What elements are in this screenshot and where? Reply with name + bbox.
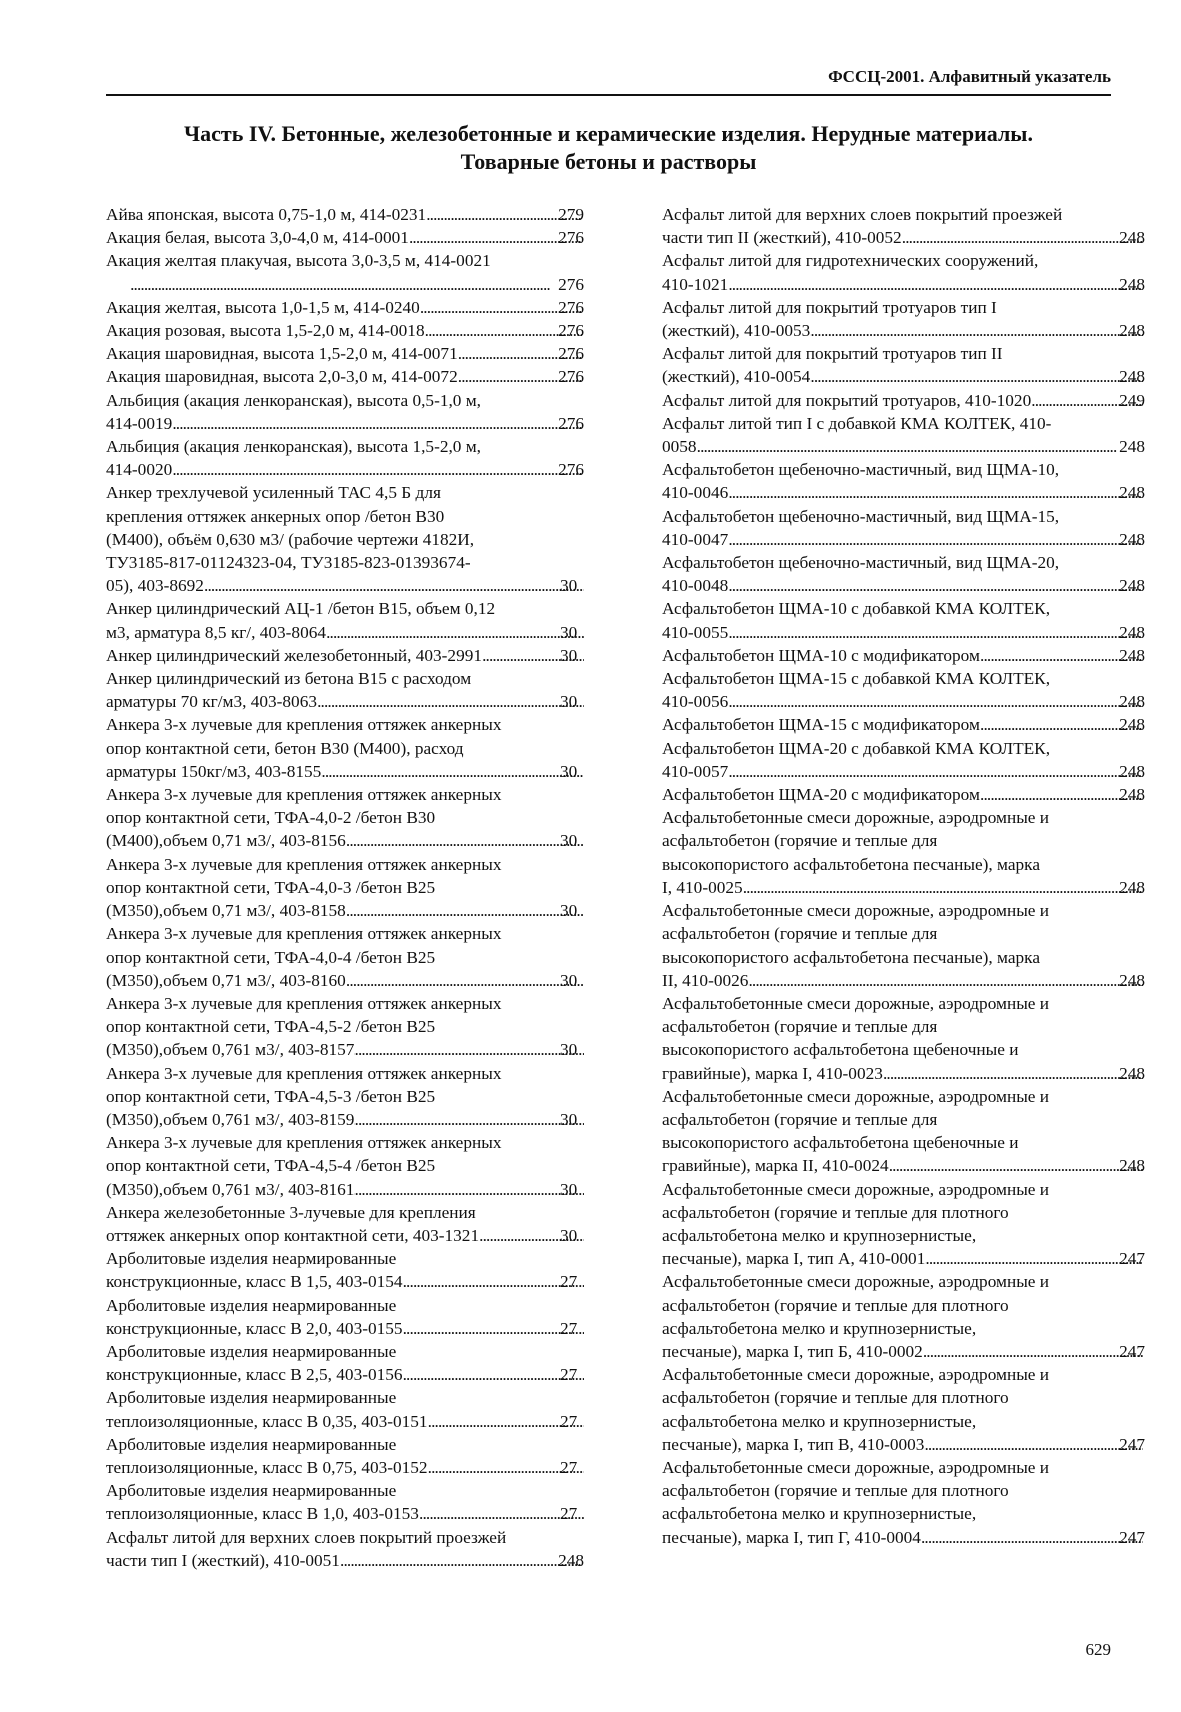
entry-text-line: Асфальтобетонные смеси дорожные, аэродромные и — [662, 1457, 1050, 1477]
index-entry — [106, 481, 584, 597]
entry-text: Акация желтая, высота 1,0-1,5 м, 414-0240 — [106, 297, 420, 317]
entry-text-line: Асфальтобетон щебеночно-мастичный, вид ЩМА-20, — [662, 553, 1060, 573]
entry-last-line: (М350),объем 0,71 м3/, 403-8160 . . . 30 — [130, 969, 584, 992]
entry-text: 410-0057 — [662, 761, 729, 781]
entry-last-line: конструкционные, класс В 2,0, 403-0155 . . . 27 — [130, 1317, 584, 1340]
leader-dots — [921, 1526, 1143, 1549]
leader-dots — [697, 435, 1144, 458]
leader-dots — [728, 481, 1143, 504]
entry-text-line: асфальтобетон (горячие и теплые для плотного — [662, 1388, 1009, 1408]
entry-last-line — [662, 1433, 1145, 1456]
entry-text: (М350),объем 0,761 м3/, 403-8157 — [106, 1040, 355, 1060]
entry-last-line: конструкционные, класс В 2,5, 403-0156 . . . 27 — [130, 1363, 584, 1386]
leader-dots — [902, 226, 1143, 249]
entry-text-line: крепления оттяжек анкерных опор /бетон В30 — [106, 506, 445, 526]
entry-text: (М350),объем 0,71 м3/, 403-8160 — [106, 970, 346, 990]
index-entry — [106, 1247, 584, 1293]
entry-text-line: Асфальтобетон щебеночно-мастичный, вид ЩМА-15, — [662, 506, 1060, 526]
index-entry — [662, 1456, 1145, 1549]
index-entry — [662, 597, 1145, 643]
leader-dots — [172, 458, 582, 481]
index-entry — [106, 922, 584, 992]
entry-last-line — [662, 365, 1145, 388]
leader-dots — [326, 621, 584, 644]
entry-last-line — [662, 783, 1145, 806]
entry-text: 410-0055 — [662, 622, 729, 642]
entry-text: 410-0046 — [662, 483, 729, 503]
entry-last-line — [662, 760, 1145, 783]
entry-text-line: ТУ3185-817-01124323-04, ТУ3185-823-01393674- — [106, 553, 471, 573]
entry-text: Акация шаровидная, высота 2,0-3,0 м, 414-0072 — [106, 367, 458, 387]
index-entry — [106, 319, 584, 342]
entry-text-line: асфальтобетон (горячие и теплые для — [662, 1109, 938, 1129]
entry-last-line — [106, 365, 584, 388]
index-entry — [106, 1479, 584, 1525]
entry-text-line: Асфальт литой для верхних слоев покрытий проезжей — [662, 205, 1063, 224]
entry-last-line: теплоизоляционные, класс В 0,75, 403-0152 . . . 27 — [130, 1456, 584, 1479]
index-entry — [662, 296, 1145, 342]
entry-last-line — [662, 1526, 1145, 1549]
index-entry — [662, 1085, 1145, 1178]
entry-page-number: 276 — [558, 297, 584, 317]
index-entry — [662, 249, 1145, 295]
entry-page-number: 276 — [558, 413, 584, 433]
entry-page-number: 248 — [1119, 274, 1145, 294]
entry-text: (жесткий), 410-0053 — [662, 321, 811, 341]
entry-text: II, 410-0026 — [662, 970, 749, 990]
entry-text-line: высокопористого асфальтобетона щебеночные и — [662, 1133, 1019, 1153]
entry-last-line — [662, 1340, 1145, 1363]
entry-page-number: 248 — [1119, 970, 1145, 990]
index-entry — [662, 342, 1145, 388]
entry-text: песчаные), марка I, тип Г, 410-0004 — [662, 1527, 921, 1547]
entry-last-line: конструкционные, класс В 1,5, 403-0154 . . . 27 — [130, 1270, 584, 1293]
entry-last-line: (М350),объем 0,761 м3/, 403-8161 . . . 30 — [130, 1178, 584, 1201]
leader-dots — [728, 574, 1143, 597]
entry-last-line — [662, 1247, 1145, 1270]
entry-text: 0058 — [662, 437, 697, 457]
entry-last-line — [662, 969, 1145, 992]
entry-text-line: Асфальтобетон щебеночно-мастичный, вид ЩМА-10, — [662, 460, 1060, 480]
entry-text-line: опор контактной сети, бетон В30 (М400), расход — [106, 738, 464, 758]
entry-text: теплоизоляционные, класс В 0,75, 403-0152 — [106, 1457, 428, 1477]
index-entry — [106, 713, 584, 783]
entry-text: конструкционные, класс В 2,5, 403-0156 — [106, 1365, 403, 1385]
entry-text: Асфальт литой для покрытий тротуаров, 410-1020 — [662, 390, 1032, 410]
entry-text-line: опор контактной сети, ТФА-4,0-2 /бетон В30 — [106, 808, 436, 828]
entry-last-line — [106, 342, 584, 365]
entry-text-line: асфальтобетона мелко и крупнозернистые, — [662, 1504, 977, 1524]
entry-text-line: Арболитовые изделия неармированные — [106, 1249, 397, 1269]
entry-page-number: 248 — [1119, 692, 1145, 712]
entry-page-number: 276 — [558, 344, 584, 364]
index-entry — [662, 713, 1145, 736]
index-entry — [106, 1340, 584, 1386]
entry-page-number: 248 — [1119, 622, 1145, 642]
index-entry — [662, 551, 1145, 597]
index-entry — [106, 1131, 584, 1201]
entry-last-line — [662, 528, 1145, 551]
entry-text: 414-0020 — [106, 460, 173, 480]
index-entry — [106, 1294, 584, 1340]
entry-page-number: 248 — [1119, 437, 1145, 457]
entry-text: оттяжек анкерных опор контактной сети, 403-1321 — [106, 1225, 480, 1245]
leader-dots — [346, 899, 584, 922]
entry-last-line — [106, 296, 584, 319]
leader-dots — [130, 273, 582, 296]
entry-last-line — [662, 319, 1145, 342]
entry-text-line: асфальтобетона мелко и крупнозернистые, — [662, 1411, 977, 1431]
entry-page-number: 248 — [558, 1550, 584, 1570]
entry-page-number: 248 — [1119, 645, 1145, 665]
leader-dots — [923, 1340, 1143, 1363]
entry-text-line: Асфальтобетонные смеси дорожные, аэродромные и — [662, 1272, 1050, 1292]
index-entry — [106, 342, 584, 365]
entry-last-line: (М350),объем 0,71 м3/, 403-8158 . . . 30 — [130, 899, 584, 922]
entry-page-number: 247 — [1119, 1527, 1145, 1547]
index-entry — [106, 389, 584, 435]
entry-text-line: Арболитовые изделия неармированные — [106, 1341, 397, 1361]
entry-text: теплоизоляционные, класс В 1,0, 403-0153 — [106, 1504, 419, 1524]
entry-text-line: Асфальтобетон ЩМА-15 с добавкой КМА КОЛТЕК, — [662, 669, 1051, 689]
entry-text: I, 410-0025 — [662, 877, 743, 897]
entry-last-line — [662, 1154, 1145, 1177]
entry-last-line — [662, 644, 1145, 667]
entry-text-line: асфальтобетон (горячие и теплые для плотного — [662, 1295, 1009, 1315]
leader-dots — [409, 226, 582, 249]
entry-last-line: (М350),объем 0,761 м3/, 403-8159 . . . 30 — [130, 1108, 584, 1131]
entry-text: арматуры 150кг/м3, 403-8155 — [106, 761, 322, 781]
entry-last-line — [106, 319, 584, 342]
index-entry — [662, 412, 1145, 458]
index-entry — [106, 296, 584, 319]
entry-last-line — [662, 389, 1145, 412]
entry-page-number: 248 — [1119, 228, 1145, 248]
index-entry — [662, 1178, 1145, 1271]
entry-last-line — [130, 273, 584, 296]
entry-last-line — [662, 621, 1145, 644]
entry-last-line — [662, 226, 1145, 249]
leader-dots — [340, 1549, 582, 1572]
entry-text-line: опор контактной сети, ТФА-4,5-3 /бетон В25 — [106, 1086, 436, 1106]
index-entry — [662, 1363, 1145, 1456]
part-title-line-1: Часть IV. Бетонные, железобетонные и керамические изделия. Нерудные материалы. — [184, 121, 1033, 146]
entry-page-number: 276 — [558, 274, 584, 294]
entry-text: 05), 403-8692 — [106, 576, 204, 596]
entry-last-line: теплоизоляционные, класс В 0,35, 403-0151 . . . 27 — [130, 1410, 584, 1433]
index-entry — [106, 1201, 584, 1247]
entry-text-line: Арболитовые изделия неармированные — [106, 1481, 397, 1501]
entry-text-line: Анкер трехлучевой усиленный ТАС 4,5 Б для — [106, 483, 441, 503]
index-entry — [662, 806, 1145, 899]
leader-dots — [748, 969, 1143, 992]
entry-text: Акация шаровидная, высота 1,5-2,0 м, 414-0071 — [106, 344, 458, 364]
index-entry — [106, 853, 584, 923]
entry-last-line: теплоизоляционные, класс В 1,0, 403-0153 . . . 27 — [130, 1502, 584, 1525]
leader-dots — [743, 876, 1143, 899]
entry-last-line — [662, 713, 1145, 736]
entry-text-line: Альбиция (акация ленкоранская), высота 0,5-1,0 м, — [106, 390, 482, 410]
entry-text-line: Асфальтобетон ЩМА-20 с добавкой КМА КОЛТЕК, — [662, 738, 1051, 758]
entry-page-number: 248 — [1119, 483, 1145, 503]
entry-last-line — [662, 876, 1145, 899]
entry-text-line: Арболитовые изделия неармированные — [106, 1434, 397, 1454]
entry-text-line: асфальтобетона мелко и крупнозернистые, — [662, 1225, 977, 1245]
entry-last-line — [662, 435, 1145, 458]
index-entry — [106, 203, 584, 226]
index-entry — [662, 644, 1145, 667]
entry-page-number: 248 — [1119, 529, 1145, 549]
entry-text-line: высокопористого асфальтобетона песчаные), марка — [662, 854, 1040, 874]
index-entry — [106, 435, 584, 481]
index-entry — [106, 365, 584, 388]
leader-dots — [403, 1270, 584, 1293]
entry-last-line: 05), 403-8692 . . . 30 — [130, 574, 584, 597]
entry-page-number: 248 — [1119, 1156, 1145, 1176]
entry-text-line: Анкер цилиндрический из бетона В15 с расходом — [106, 669, 472, 689]
entry-text-line: асфальтобетона мелко и крупнозернистые, — [662, 1318, 977, 1338]
entry-last-line — [106, 203, 584, 226]
entry-text: Асфальтобетон ЩМА-10 с модификатором — [662, 645, 980, 665]
entry-last-line — [662, 690, 1145, 713]
leader-dots — [889, 1154, 1143, 1177]
leader-dots — [172, 412, 582, 435]
entry-page-number: 248 — [1119, 576, 1145, 596]
entry-text: конструкционные, класс В 1,5, 403-0154 — [106, 1272, 403, 1292]
entry-text-line: Асфальтобетонные смеси дорожные, аэродромные и — [662, 1179, 1050, 1199]
entry-text-line: Асфальтобетон ЩМА-10 с добавкой КМА КОЛТЕК, — [662, 599, 1051, 619]
entry-text: 414-0019 — [106, 413, 173, 433]
leader-dots — [924, 1433, 1143, 1456]
leader-dots — [321, 760, 584, 783]
index-column-left — [106, 203, 584, 1572]
leader-dots — [403, 1317, 584, 1340]
entry-page-number: 248 — [1119, 715, 1145, 735]
part-title — [106, 120, 1111, 176]
leader-dots — [728, 760, 1143, 783]
index-entry — [662, 992, 1145, 1085]
entry-page-number: 247 — [1119, 1341, 1145, 1361]
entry-text: арматуры 70 кг/м3, 403-8063 — [106, 692, 317, 712]
index-entry — [106, 644, 584, 667]
entry-text-line: асфальтобетон (горячие и теплые для — [662, 1017, 938, 1037]
index-entry — [106, 1433, 584, 1479]
index-entry — [662, 203, 1145, 249]
index-entry — [662, 899, 1145, 992]
entry-text: песчаные), марка I, тип Б, 410-0002 — [662, 1341, 923, 1361]
entry-last-line: Анкер цилиндрический железобетонный, 403-2991 . . . 30 — [130, 644, 584, 667]
entry-text: песчаные), марка I, тип В, 410-0003 — [662, 1434, 925, 1454]
entry-text-line: Асфальт литой для покрытий тротуаров тип II — [662, 344, 1003, 364]
entry-text-line: Акация желтая плакучая, высота 3,0-3,5 м, 414-0021 — [106, 251, 491, 271]
leader-dots — [728, 528, 1143, 551]
index-entry — [662, 458, 1145, 504]
entry-page-number: 248 — [1119, 761, 1145, 781]
leader-dots — [354, 1038, 584, 1061]
entry-last-line — [106, 226, 584, 249]
entry-text: Асфальтобетон ЩМА-15 с модификатором — [662, 715, 980, 735]
page-number: 629 — [1085, 1640, 1111, 1659]
entry-page-number: 247 — [1119, 1249, 1145, 1269]
entry-text-line: Анкера 3-х лучевые для крепления оттяжек анкерных — [106, 854, 502, 874]
index-entry — [106, 249, 584, 295]
entry-text: (М350),объем 0,71 м3/, 403-8158 — [106, 901, 346, 921]
leader-dots — [346, 969, 584, 992]
entry-text-line: Анкера 3-х лучевые для крепления оттяжек анкерных — [106, 993, 502, 1013]
entry-last-line — [662, 481, 1145, 504]
entry-text: 410-0048 — [662, 576, 729, 596]
entry-text: части тип I (жесткий), 410-0051 — [106, 1550, 340, 1570]
leader-dots — [317, 690, 584, 713]
entry-text: Акация розовая, высота 1,5-2,0 м, 414-0018 — [106, 321, 425, 341]
index-entry — [662, 505, 1145, 551]
entry-last-line — [106, 412, 584, 435]
entry-last-line: арматуры 70 кг/м3, 403-8063 . . . 30 — [130, 690, 584, 713]
leader-dots — [728, 621, 1143, 644]
entry-text: гравийные), марка II, 410-0024 — [662, 1156, 889, 1176]
entry-last-line — [106, 1549, 584, 1572]
entry-last-line — [662, 1062, 1145, 1085]
entry-text-line: Анкера 3-х лучевые для крепления оттяжек анкерных — [106, 1063, 502, 1083]
entry-text-line: высокопористого асфальтобетона щебеночные и — [662, 1040, 1019, 1060]
index-entry — [662, 783, 1145, 806]
index-entry — [106, 597, 584, 643]
leader-dots — [810, 365, 1143, 388]
entry-text-line: Асфальтобетонные смеси дорожные, аэродромные и — [662, 1086, 1050, 1106]
entry-text-line: высокопористого асфальтобетона песчаные), марка — [662, 947, 1040, 967]
entry-page-number: 248 — [1119, 1063, 1145, 1083]
entry-text-line: Анкера 3-х лучевые для крепления оттяжек анкерных — [106, 924, 502, 944]
entry-text-line: (М400), объём 0,630 м3/ (рабочие чертежи 4182И, — [106, 529, 475, 549]
part-title-line-2: Товарные бетоны и растворы — [460, 149, 757, 174]
entry-text: Анкер цилиндрический железобетонный, 403-2991 — [106, 645, 482, 665]
entry-text: м3, арматура 8,5 кг/, 403-8064 — [106, 622, 326, 642]
entry-page-number: 248 — [1119, 321, 1145, 341]
leader-dots — [810, 319, 1143, 342]
index-entry — [662, 389, 1145, 412]
running-header: ФССЦ-2001. Алфавитный указатель — [106, 64, 1111, 96]
entry-text-line: опор контактной сети, ТФА-4,0-3 /бетон В25 — [106, 877, 436, 897]
entry-page-number: 276 — [558, 367, 584, 387]
entry-text-line: асфальтобетон (горячие и теплые для — [662, 924, 938, 944]
entry-text-line: асфальтобетон (горячие и теплые для плотного — [662, 1481, 1009, 1501]
leader-dots — [728, 690, 1143, 713]
entry-last-line: арматуры 150кг/м3, 403-8155 . . . 30 — [130, 760, 584, 783]
entry-page-number: 276 — [558, 228, 584, 248]
entry-last-line — [662, 273, 1145, 296]
leader-dots — [925, 1247, 1143, 1270]
index-entry — [106, 226, 584, 249]
entry-last-line — [662, 574, 1145, 597]
leader-dots — [883, 1062, 1143, 1085]
entry-last-line: м3, арматура 8,5 кг/, 403-8064 . . . 30 — [130, 621, 584, 644]
entry-text: гравийные), марка I, 410-0023 — [662, 1063, 883, 1083]
entry-text-line: Асфальтобетонные смеси дорожные, аэродромные и — [662, 901, 1050, 921]
entry-text-line: Асфальтобетонные смеси дорожные, аэродромные и — [662, 808, 1050, 828]
entry-page-number: 247 — [1119, 1434, 1145, 1454]
entry-text-line: Асфальтобетонные смеси дорожные, аэродромные и — [662, 1365, 1050, 1385]
entry-text-line: Арболитовые изделия неармированные — [106, 1388, 397, 1408]
entry-page-number: 248 — [1119, 367, 1145, 387]
entry-text-line: Анкера 3-х лучевые для крепления оттяжек анкерных — [106, 785, 502, 805]
entry-text-line: опор контактной сети, ТФА-4,5-4 /бетон В25 — [106, 1156, 436, 1176]
index-entry — [106, 1526, 584, 1572]
index-column-right — [662, 203, 1145, 1549]
entry-text-line: Альбиция (акация ленкоранская), высота 1,5-2,0 м, — [106, 437, 482, 457]
entry-last-line: оттяжек анкерных опор контактной сети, 403-1321 . . . 30 — [130, 1224, 584, 1247]
index-entry — [106, 992, 584, 1062]
entry-page-number: 276 — [558, 460, 584, 480]
entry-text-line: Анкера железобетонные 3-лучевые для крепления — [106, 1202, 476, 1222]
entry-last-line: (М400),объем 0,71 м3/, 403-8156 . . . 30 — [130, 829, 584, 852]
entry-text: (М350),объем 0,761 м3/, 403-8159 — [106, 1109, 355, 1129]
leader-dots — [354, 1108, 584, 1131]
leader-dots — [346, 829, 584, 852]
index-entry — [106, 667, 584, 713]
entry-text-line: Асфальт литой тип I с добавкой КМА КОЛТЕК, 410- — [662, 413, 1052, 433]
entry-text-line: Асфальт литой для верхних слоев покрытий проезжей — [106, 1527, 507, 1547]
entry-page-number: 249 — [1119, 390, 1145, 410]
entry-text: конструкционные, класс В 2,0, 403-0155 — [106, 1318, 403, 1338]
entry-text: (жесткий), 410-0054 — [662, 367, 811, 387]
entry-text-line: опор контактной сети, ТФА-4,0-4 /бетон В25 — [106, 947, 436, 967]
index-entry — [662, 667, 1145, 713]
index-entry — [106, 783, 584, 853]
entry-text-line: Анкера 3-х лучевые для крепления оттяжек анкерных — [106, 715, 502, 735]
entry-text: 410-0047 — [662, 529, 729, 549]
entry-text-line: асфальтобетон (горячие и теплые для плотного — [662, 1202, 1009, 1222]
index-entry — [106, 1062, 584, 1132]
entry-text-line: Анкер цилиндрический АЦ-1 /бетон В15, объем 0,12 — [106, 599, 496, 619]
index-entry — [106, 1386, 584, 1432]
index-entry — [662, 737, 1145, 783]
entry-text: (М350),объем 0,761 м3/, 403-8161 — [106, 1179, 355, 1199]
leader-dots — [354, 1178, 584, 1201]
entry-text-line: опор контактной сети, ТФА-4,5-2 /бетон В25 — [106, 1017, 436, 1037]
entry-page-number: 279 — [558, 205, 584, 224]
entry-text: (М400),объем 0,71 м3/, 403-8156 — [106, 831, 346, 851]
leader-dots — [728, 273, 1143, 296]
entry-text: 410-0056 — [662, 692, 729, 712]
entry-text: песчаные), марка I, тип А, 410-0001 — [662, 1249, 926, 1269]
entry-last-line — [106, 458, 584, 481]
entry-text: части тип II (жесткий), 410-0052 — [662, 228, 902, 248]
leader-dots — [403, 1363, 584, 1386]
entry-text-line: Асфальтобетонные смеси дорожные, аэродромные и — [662, 993, 1050, 1013]
entry-text: Акация белая, высота 3,0-4,0 м, 414-0001 — [106, 228, 409, 248]
entry-page-number: 248 — [1119, 785, 1145, 805]
entry-page-number: 248 — [1119, 877, 1145, 897]
leader-dots — [204, 574, 584, 597]
entry-page-number: 276 — [558, 321, 584, 341]
entry-text-line: Асфальт литой для гидротехнических сооружений, — [662, 251, 1039, 271]
entry-text-line: Асфальт литой для покрытий тротуаров тип I — [662, 297, 997, 317]
entry-text: Асфальтобетон ЩМА-20 с модификатором — [662, 785, 980, 805]
entry-text: теплоизоляционные, класс В 0,35, 403-0151 — [106, 1411, 428, 1431]
entry-text: Айва японская, высота 0,75-1,0 м, 414-0231 — [106, 205, 427, 224]
entry-text-line: Анкера 3-х лучевые для крепления оттяжек анкерных — [106, 1133, 502, 1153]
index-entry — [662, 1270, 1145, 1363]
entry-text-line: Арболитовые изделия неармированные — [106, 1295, 397, 1315]
entry-text: 410-1021 — [662, 274, 729, 294]
entry-text-line: асфальтобетон (горячие и теплые для — [662, 831, 938, 851]
entry-last-line: (М350),объем 0,761 м3/, 403-8157 . . . 30 — [130, 1038, 584, 1061]
